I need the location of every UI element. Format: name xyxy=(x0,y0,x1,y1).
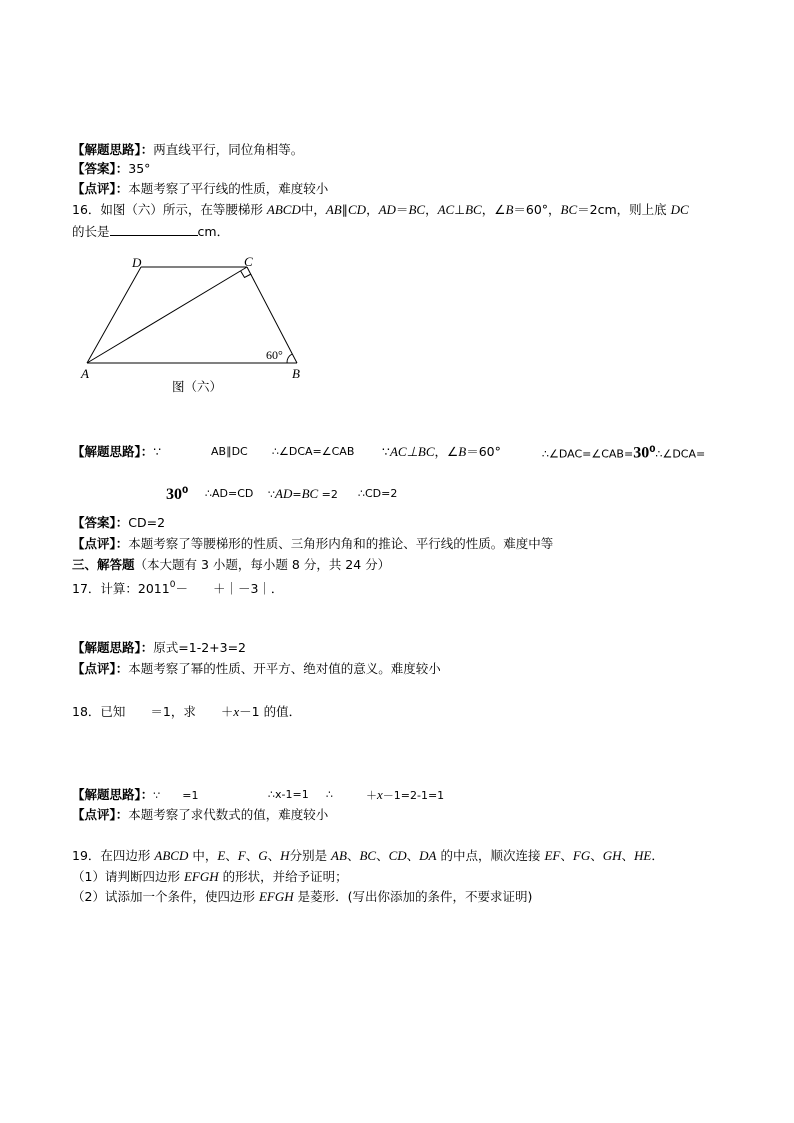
q16-var: AC xyxy=(437,202,455,217)
q16-line2 xyxy=(72,223,229,241)
label-b: B xyxy=(292,366,300,381)
q19-var: G xyxy=(258,848,268,863)
prev-comment-line xyxy=(72,180,328,198)
q16-big-num: 30 xyxy=(633,444,650,462)
q16-var: AC⊥BC xyxy=(389,444,435,459)
thinking-text: 原式=1-2+3=2 xyxy=(153,640,247,655)
q19-var: DA xyxy=(419,848,437,863)
q16-answer-line xyxy=(72,514,165,532)
q19-line1 xyxy=(72,847,664,865)
q16-comment-line xyxy=(72,535,553,553)
q16-text: ⊥ xyxy=(454,202,466,217)
q17-comment-line xyxy=(72,660,441,678)
q16-step7: ∴AD=CD xyxy=(205,487,254,500)
q19-text: 、 xyxy=(590,848,603,863)
edge-ad xyxy=(87,267,141,363)
q16-text: ＝2cm，则上底 xyxy=(577,202,671,217)
q18-step3: ∴ xyxy=(326,788,333,801)
q17-text: 17．计算：2011 xyxy=(72,581,170,597)
thinking-label: 【解题思路】： xyxy=(72,640,154,655)
q16-text: ∴∠DCA= xyxy=(655,447,706,461)
comment-label: 【点评】： xyxy=(72,661,129,676)
q16-text: 中， xyxy=(300,202,326,217)
comment-text: 本题考察了求代数式的值，难度较小 xyxy=(128,807,329,822)
q19-text: （1）请判断四边形 xyxy=(72,869,184,884)
q16-var: ABCD xyxy=(266,202,301,217)
q19-text: 的形状，并给予证明； xyxy=(218,869,348,884)
q19-text: ． xyxy=(651,848,664,863)
because-symbol: ∵ xyxy=(382,444,390,459)
answer-label: 【答案】： xyxy=(72,515,129,530)
q19-var: AB xyxy=(331,848,347,863)
q17-line xyxy=(72,577,283,598)
q19-text: 、 xyxy=(406,848,420,863)
q16-text: ，∠ xyxy=(481,202,506,217)
q16-text: =2 xyxy=(318,488,338,501)
q16-step3 xyxy=(382,443,501,461)
label-d: D xyxy=(132,255,142,270)
q19-var: GH xyxy=(602,848,622,863)
q16-text: ＝60°， xyxy=(513,202,561,217)
q19-text: 、 xyxy=(346,848,360,863)
q18-step: ∵ =1 xyxy=(153,789,199,802)
q16-big-num: 30 xyxy=(166,486,182,504)
q16-var: BC xyxy=(408,202,426,217)
q19-text: 、 xyxy=(376,848,389,863)
q16-var: AD xyxy=(378,202,396,217)
q16-sup: 0 xyxy=(649,445,656,455)
q19-text: 19．在四边形 xyxy=(72,848,155,863)
q16-step6 xyxy=(166,483,188,504)
q19-var: EFGH xyxy=(258,889,294,904)
section-note: （本大题有 3 小题，每小题 8 分，共 24 分） xyxy=(134,557,391,572)
q16-var: AD xyxy=(275,486,293,501)
thinking-label: 【解题思路】： xyxy=(72,142,154,157)
thinking-label: 【解题思路】： xyxy=(72,787,154,802)
q16-text: 16．如图（六）所示，在等腰梯形 xyxy=(72,202,267,217)
q16-text: ， xyxy=(366,202,379,217)
q19-var: FG xyxy=(572,848,591,863)
q19-part1 xyxy=(72,868,348,886)
q18-thinking-line xyxy=(72,786,198,805)
q18-text: －1 的值． xyxy=(239,704,302,719)
section-heading xyxy=(72,556,390,574)
because-symbol: ∵ xyxy=(268,488,275,501)
q18-step2: ∴x-1=1 xyxy=(268,788,309,801)
q16-thinking-label xyxy=(72,443,161,461)
section-title: 三、解答题 xyxy=(72,557,135,572)
prev-answer-line xyxy=(72,160,150,178)
comment-text: 本题考察了平行线的性质，难度较小 xyxy=(128,181,329,196)
q19-text: 中， xyxy=(188,848,218,863)
answer-label: 【答案】： xyxy=(72,161,129,176)
q19-text: 、 xyxy=(267,848,281,863)
q16-step4 xyxy=(542,442,705,464)
q16-step1: AB∥DC xyxy=(211,445,248,458)
q16-line1 xyxy=(72,201,689,219)
q19-var: EF xyxy=(544,848,561,863)
q16-text: 的长是 xyxy=(72,224,110,239)
comment-text: 本题考察了幂的性质、开平方、绝对值的意义。难度较小 xyxy=(128,661,441,676)
comment-label: 【点评】： xyxy=(72,536,129,551)
q16-text: cm． xyxy=(197,224,230,239)
q18-text: ＋ xyxy=(366,789,377,802)
q16-text: ∴∠DAC=∠CAB= xyxy=(542,447,634,461)
q19-text: 、 xyxy=(621,848,635,863)
q16-var: DC xyxy=(670,202,689,217)
q19-part2 xyxy=(72,888,532,906)
q19-var: BC xyxy=(359,848,377,863)
label-c: C xyxy=(244,254,253,269)
answer-blank xyxy=(110,223,198,236)
q19-text: 、 xyxy=(245,848,259,863)
thinking-label: 【解题思路】： xyxy=(72,444,154,459)
q19-var: HE xyxy=(634,848,652,863)
q16-var: BC xyxy=(301,486,319,501)
q19-var: H xyxy=(280,848,290,863)
answer-text: 35° xyxy=(128,161,151,176)
q18-var: x xyxy=(233,704,240,719)
angle-label: 60° xyxy=(266,348,283,362)
q16-text: ＝ xyxy=(395,202,409,217)
q18-text: 18．已知 ＝1，求 ＋ xyxy=(72,704,234,719)
q16-var: B xyxy=(505,202,514,217)
q19-var: ABCD xyxy=(154,848,189,863)
q16-var: CD xyxy=(348,202,367,217)
q19-text: 、 xyxy=(225,848,238,863)
q16-text: ，∠ xyxy=(434,444,459,459)
q19-var: F xyxy=(237,848,246,863)
q18-var: x xyxy=(377,787,383,802)
q17-thinking-line xyxy=(72,639,246,657)
q16-step2: ∴∠DCA=∠CAB xyxy=(272,445,355,458)
figure-caption: 图（六） xyxy=(172,379,223,394)
q19-text: （2）试添加一个条件，使四边形 xyxy=(72,889,259,904)
q17-text: － ＋｜－3｜． xyxy=(175,581,284,597)
q19-text: 是菱形．(写出你添加的条件，不要求证明) xyxy=(293,889,533,904)
q19-var: EFGH xyxy=(183,869,219,884)
q16-var: B xyxy=(458,444,467,459)
q16-sup: 0 xyxy=(182,486,189,496)
comment-label: 【点评】： xyxy=(72,807,129,822)
angle-arc xyxy=(287,354,292,363)
q16-step9: ∴CD=2 xyxy=(358,487,398,500)
q16-var: BC xyxy=(560,202,578,217)
q16-text: ∥ xyxy=(341,202,348,217)
label-a: A xyxy=(81,366,89,381)
q19-text: 分别是 xyxy=(289,848,332,863)
q16-var: AB xyxy=(325,202,342,217)
q19-text: 的中点，顺次连接 xyxy=(436,848,545,863)
q19-var: E xyxy=(217,848,226,863)
q16-step8 xyxy=(268,485,338,504)
q18-step4 xyxy=(366,786,444,805)
q18-text: －1=2-1=1 xyxy=(382,789,445,802)
prev-thinking-line xyxy=(72,141,303,159)
q16-text: = xyxy=(292,488,302,501)
diagonal-ac xyxy=(87,267,247,363)
q18-comment-line xyxy=(72,806,328,824)
q16-text: ， xyxy=(425,202,438,217)
comment-label: 【点评】： xyxy=(72,181,129,196)
q16-var: BC xyxy=(465,202,482,217)
q17-sup: 0 xyxy=(169,580,176,590)
q19-var: CD xyxy=(388,848,407,863)
answer-text: CD=2 xyxy=(128,515,166,530)
q19-text: 、 xyxy=(560,848,573,863)
q18-line xyxy=(72,703,301,721)
comment-text: 本题考察了等腰梯形的性质、三角形内角和的推论、平行线的性质。难度中等 xyxy=(128,536,554,551)
q16-text: ＝60° xyxy=(466,444,501,459)
because-symbol: ∵ xyxy=(153,444,162,459)
thinking-text: 两直线平行，同位角相等。 xyxy=(153,142,304,157)
